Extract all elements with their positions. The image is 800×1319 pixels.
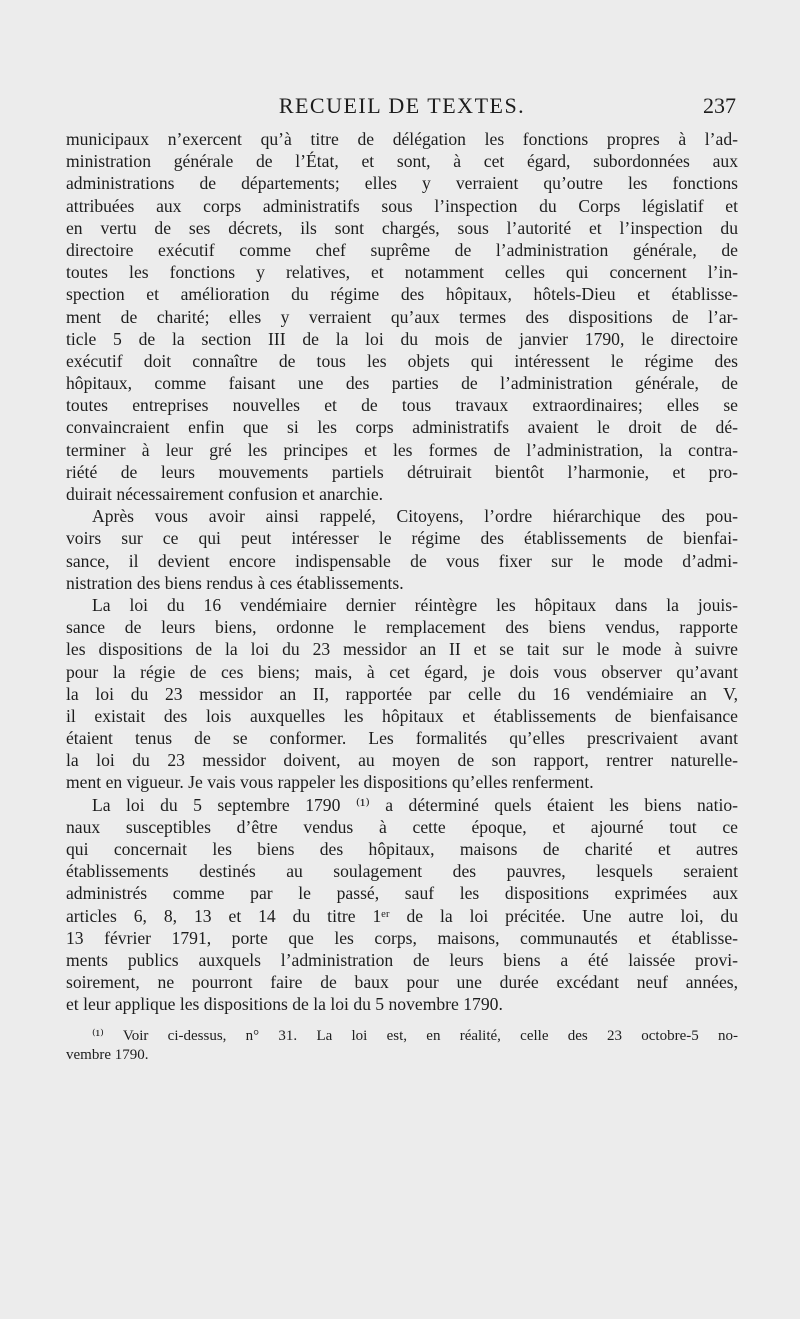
footnote-line: vembre 1790. [66, 1047, 149, 1063]
body-text [66, 128, 738, 1016]
text-line: municipaux n’exercent qu’à titre de délégation les fonctions propres à l’ad- [66, 129, 738, 149]
text-line: directoire exécutif comme chef suprême de l’administration générale, de [66, 239, 738, 260]
text-line: Après vous avoir ainsi rappelé, Citoyens, l’ordre hiérarchique des pou- [92, 506, 738, 527]
text-line: qui concernait les biens des hôpitaux, maisons de charité et autres [66, 839, 738, 859]
text-line: La loi du 16 vendémiaire dernier réintègre les hôpitaux dans la jouis- [92, 594, 738, 615]
text-line: spection et amélioration du régime des hôpitaux, hôtels-Dieu et établisse- [66, 284, 738, 305]
text-line: et leur applique les dispositions de la loi du 5 novembre 1790. [66, 994, 503, 1015]
text-line: administrations de départements; elles y verraient qu’outre les fonctions [66, 173, 738, 194]
text-line: administrés comme par le passé, sauf les dispositions exprimées aux [66, 883, 738, 904]
text-line: étaient tenus de se conformer. Les formalités qu’elles prescrivaient avant [66, 728, 738, 749]
text-line: soirement, ne pourront faire de baux pour une durée excédant neuf années, [66, 972, 738, 993]
footnote-line: ⁽¹⁾ Voir ci-dessus, n° 31. La loi est, en réalité, celle des 23 octobre-5 no- [92, 1028, 738, 1044]
text-line: il existait des lois auxquelles les hôpitaux et établissements de bienfaisance [66, 705, 738, 726]
text-line: sance de leurs biens, ordonne le remplacement des biens vendus, rapporte [66, 617, 738, 638]
text-line: La loi du 5 septembre 1790 ⁽¹⁾ a déterminé quels étaient les biens natio- [92, 794, 738, 815]
running-title: RECUEIL DE TEXTES. [278, 93, 526, 118]
text-line: convaincraient enfin que si les corps administratifs avaient le droit de dé- [66, 417, 738, 438]
text-line: ministration générale de l’État, et sont, à cet égard, subordonnées aux [66, 151, 738, 172]
text-line: sance, il devient encore indispensable de vous fixer sur le mode d’admi- [66, 550, 738, 571]
text-line: naux susceptibles d’être vendus à cette époque, et ajourné tout ce [66, 816, 738, 837]
text-line: duirait nécessairement confusion et anarchie. [66, 484, 384, 504]
text-line: attribuées aux corps administratifs sous l’inspection du Corps législatif et [66, 195, 738, 216]
text-line: ment en vigueur. Je vais vous rappeler les dispositions qu’elles renferment. [66, 772, 594, 793]
text-line: toutes entreprises nouvelles et de tous travaux extraordinaires; elles se [66, 395, 738, 416]
page-header [68, 93, 736, 123]
text-line: riété de leurs mouvements partiels détruirait bientôt l’harmonie, et pro- [66, 461, 738, 482]
text-line: les dispositions de la loi du 23 messidor an II et se tait sur le mode à suivre [66, 639, 738, 660]
text-line: ments publics auxquels l’administration de leurs biens a été laissée provi- [66, 949, 738, 970]
text-line: terminer à leur gré les principes et les formes de l’administration, la contra- [66, 439, 738, 460]
text-line: la loi du 23 messidor doivent, au moyen de son rapport, rentrer naturelle- [66, 750, 738, 771]
page-number: 237 [703, 93, 736, 118]
text-line: pour la régie de ces biens; mais, à cet égard, je dois vous observer qu’avant [66, 661, 738, 682]
text-line: en vertu de ses décrets, ils sont chargés, sous l’autorité et l’inspection du [66, 217, 738, 238]
text-line: établissements destinés au soulagement des pauvres, lesquels seraient [66, 861, 738, 882]
text-line: exécutif doit connaître de tous les objets qui intéressent le régime des [66, 350, 738, 371]
text-line: articles 6, 8, 13 et 14 du titre 1ᵉʳ de la loi précitée. Une autre loi, du [66, 905, 738, 926]
text-line: 13 février 1791, porte que les corps, maisons, communautés et établisse- [66, 927, 738, 948]
text-line: la loi du 23 messidor an II, rapportée par celle du 16 vendémiaire an V, [66, 683, 738, 704]
text-line: voirs sur ce qui peut intéresser le régime des établissements de bienfai- [66, 528, 738, 549]
text-line: ment de charité; elles y verraient qu’aux termes des dispositions de l’ar- [66, 306, 738, 327]
text-line: hôpitaux, comme faisant une des parties de l’administration générale, de [66, 373, 738, 394]
text-line: nistration des biens rendus à ces établissements. [66, 572, 404, 593]
footnote [66, 1027, 738, 1065]
text-line: ticle 5 de la section III de la loi du mois de janvier 1790, le directoire [66, 328, 738, 349]
text-line: toutes les fonctions y relatives, et notamment celles qui concernent l’in- [66, 262, 738, 283]
